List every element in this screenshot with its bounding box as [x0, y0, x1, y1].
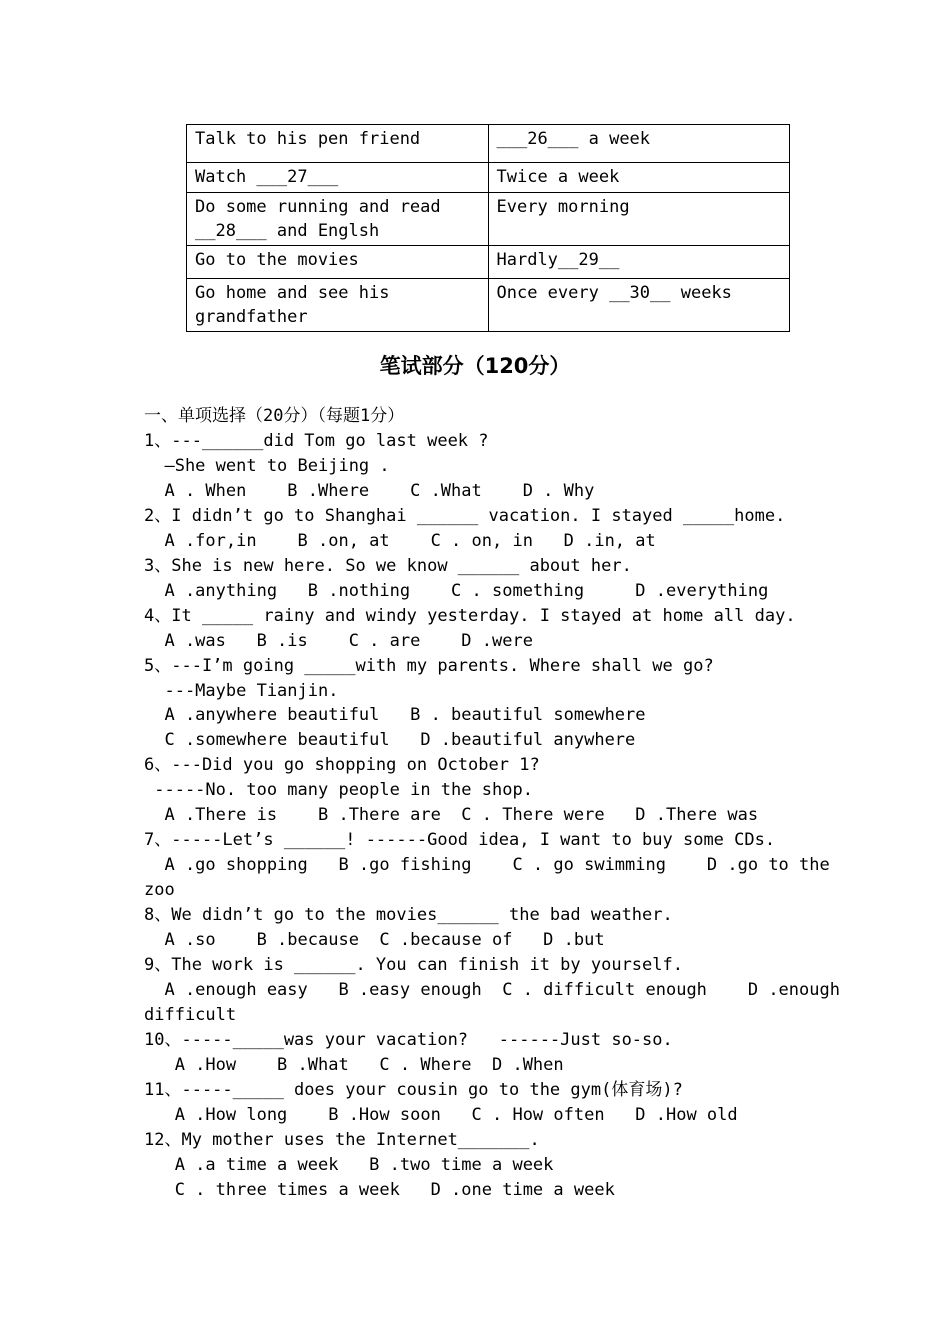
- question-line: —She went to Beijing .: [144, 455, 390, 476]
- question-line: A .How long B .How soon C . How often D .How old: [144, 1104, 738, 1125]
- question-line: difficult: [144, 1004, 237, 1025]
- question-line: 9、The work is ______. You can finish it by yourself.: [144, 954, 683, 975]
- question-line: C .somewhere beautiful D .beautiful anywhere: [144, 730, 636, 751]
- question-line: A .go shopping B .go fishing C . go swimming D .go to the: [144, 855, 830, 876]
- table-cell-frequency: Every morning: [488, 193, 790, 246]
- question-line: 4、It _____ rainy and windy yesterday. I stayed at home all day.: [144, 605, 796, 626]
- table-row: [187, 246, 790, 279]
- question-line: A .so B .because C .because of D .but: [144, 930, 605, 950]
- question-line: 3、She is new here. So we know ______ about her.: [144, 555, 632, 576]
- question-line: A . When B .Where C .What D . Why: [144, 480, 595, 501]
- question-line: 1、---______did Tom go last week ?: [144, 431, 489, 451]
- table-cell-activity: Talk to his pen friend: [187, 125, 489, 163]
- table-row: [187, 279, 790, 332]
- table-row: [187, 163, 790, 193]
- question-line: 6、---Did you go shopping on October 1?: [144, 755, 540, 776]
- table-row: [187, 193, 790, 246]
- question-line: zoo: [144, 880, 175, 901]
- question-line: ---Maybe Tianjin.: [144, 680, 339, 701]
- question-line: A .anything B .nothing C . something D .everything: [144, 580, 769, 601]
- question-line: A .There is B .There are C . There were D .There was: [144, 805, 759, 826]
- table-cell-activity: Go to the movies: [187, 246, 489, 279]
- page-title: 笔试部分（120分）: [379, 354, 571, 378]
- question-line: A .anywhere beautiful B . beautiful somewhere: [144, 705, 646, 726]
- question-line: A .enough easy B .easy enough C . difficult enough D .enough: [144, 979, 840, 1000]
- table-cell-frequency: ___26___ a week: [488, 125, 790, 163]
- table-cell-activity: Go home and see his grandfather: [187, 279, 489, 332]
- question-line: A .was B .is C . are D .were: [144, 630, 533, 651]
- table-cell-frequency: Once every __30__ weeks: [488, 279, 790, 332]
- question-line: 5、---I’m going _____with my parents. Where shall we go?: [144, 655, 714, 676]
- question-line: 12、My mother uses the Internet_______.: [144, 1129, 540, 1150]
- question-line: -----No. too many people in the shop.: [144, 780, 533, 801]
- table-cell-activity: Do some running and read __28___ and Englsh: [187, 193, 489, 246]
- question-line: 11、-----_____ does your cousin go to the gym(体育场)?: [144, 1079, 683, 1100]
- question-line: 8、We didn’t go to the movies______ the bad weather.: [144, 905, 673, 926]
- question-line: C . three times a week D .one time a week: [144, 1179, 615, 1200]
- question-line: 7、-----Let’s ______! ------Good idea, I want to buy some CDs.: [144, 830, 776, 851]
- section-heading: 一、单项选择（20分）（每题1分）: [144, 406, 405, 426]
- table-cell-activity: Watch ___27___: [187, 163, 489, 193]
- table-cell-frequency: Twice a week: [488, 163, 790, 193]
- question-line: 10、-----_____was your vacation? ------Just so-so.: [144, 1029, 673, 1050]
- question-line: A .How B .What C . Where D .When: [144, 1054, 564, 1075]
- question-line: A .for,in B .on, at C . on, in D .in, at: [144, 530, 656, 551]
- question-line: A .a time a week B .two time a week: [144, 1154, 554, 1175]
- question-line: 2、I didn’t go to Shanghai ______ vacation. I stayed _____home.: [144, 505, 786, 526]
- schedule-table: [186, 124, 790, 332]
- table-row: [187, 125, 790, 163]
- table-cell-frequency: Hardly__29__: [488, 246, 790, 279]
